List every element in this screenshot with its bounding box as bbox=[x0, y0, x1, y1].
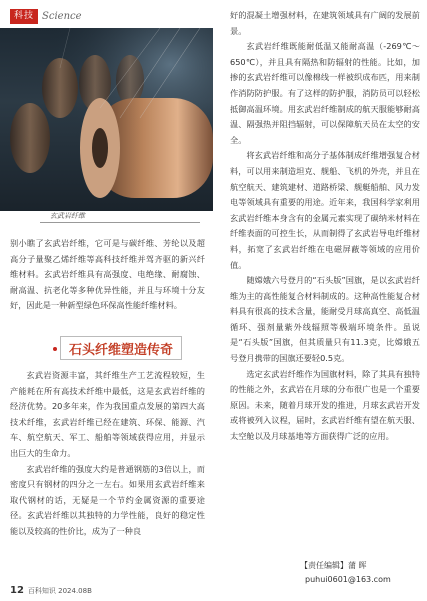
section-tag: 科技 bbox=[10, 9, 38, 24]
section-label-en: Science bbox=[42, 10, 82, 22]
paragraph: 玄武岩纤维的强度大约是普通钢筋的3倍以上，而密度只有钢材的四分之一左右。如果用玄武岩纤维来取代钢材的话，无疑是一个节约金属资源的重要途径。玄武岩纤维以其独特的力学性能，良好的稳定性能以及较高的性价比，成为了一种良 bbox=[10, 463, 205, 536]
journal-issue: 百科知识 2024.08B bbox=[27, 587, 92, 595]
left-column bbox=[10, 368, 205, 540]
paragraph: 随嫦娥六号登月的“石头版”国旗，是以玄武岩纤维为主的高性能复合材料制成的。这种高性能复合材料具有很高的技术含量，能耐受月球高真空、高低温循环、强剂量紫外线辐照等极端环境条件。虽说是“石头版”国旗，但其质量只有11.3克，比嫦娥五号登月携带的国旗还要轻0.5克。 bbox=[230, 275, 420, 364]
section-heading-text: 石头纤维塑造传奇 bbox=[68, 342, 173, 358]
paragraph: 玄武岩资源丰富，其纤维生产工艺流程较短，生产能耗在所有高技术纤维中最低，这是玄武岩纤维的经济优势。20多年来，作为我国重点发展的第四大高技术纤维，玄武岩纤维已经在建筑、环保、能源、汽车、航空航天、军工、船舶等领域获得应用，并显示出巨大的生命力。 bbox=[10, 370, 205, 458]
paragraph: 玄武岩纤维既能耐低温又能耐高温（-269℃～650℃），并且具有隔热和防辐射的性能。比如，加掺的玄武岩纤维可以像棉线一样被织成布匹，用来制作消防防护服。有了这样的防护服，消防员可以轻松抵御高温环境。用玄武岩纤维制成的航天服能够耐高温、隔强热并阻挡辐射，可以保障航天员在太空的安全。 bbox=[230, 41, 420, 145]
page-footer bbox=[10, 585, 92, 596]
caption-divider bbox=[40, 222, 200, 223]
photo-caption: 玄武岩纤维 bbox=[50, 212, 85, 220]
right-column bbox=[230, 8, 420, 445]
editor-email: puhui0601@163.com bbox=[305, 575, 391, 584]
section-header bbox=[10, 8, 82, 24]
intro-column bbox=[10, 236, 205, 314]
intro-paragraph: 别小瞧了玄武岩纤维，它可是与碳纤维、芳纶以及超高分子量聚乙烯纤维等高科技纤维并驾齐驱的新兴纤维材料。玄武岩纤维具有高强度、电绝缘、耐腐蚀、耐高温、抗老化等多种优异性能，并且与环境十分友好，因此是一种新型绿色环保高性能纤维材料。 bbox=[10, 238, 205, 311]
responsible-editor: 【责任编辑】蒲 晖 bbox=[300, 561, 367, 570]
fiber-spools-photo bbox=[0, 28, 213, 211]
paragraph: 将玄武岩纤维和高分子基体制成纤维增强复合材料，可以用来制造坦克、舰船、飞机的外壳，并且在航空航天、建筑建材、道路桥梁、舰艇船舶、风力发电等领域具有重要的用途。近年来，我国科学家利用玄武岩纤维本身含有的金属元素实现了碳纳米材料在纤维表面的可控生长，从而制得了玄武岩导电纤维材料，拓宽了玄武岩纤维在电磁屏蔽等领域的应用价值。 bbox=[230, 150, 420, 270]
paragraph: 好的混凝土增强材料，在建筑领域具有广阔的发展前景。 bbox=[230, 10, 420, 36]
paragraph: 选定玄武岩纤维作为国旗材料，除了其具有独特的性能之外，玄武岩在月球的分布很广也是一个重要原因。未来，随着月球开发的推进，月球玄武岩开发或将被列入议程，届时，玄武岩纤维有望在航天服、太空舱以及月球基地等方面获得广泛的应用。 bbox=[230, 368, 420, 442]
section-heading bbox=[60, 336, 182, 360]
fiber-spools-illustration bbox=[0, 28, 213, 211]
page-number: 12 bbox=[10, 585, 24, 596]
